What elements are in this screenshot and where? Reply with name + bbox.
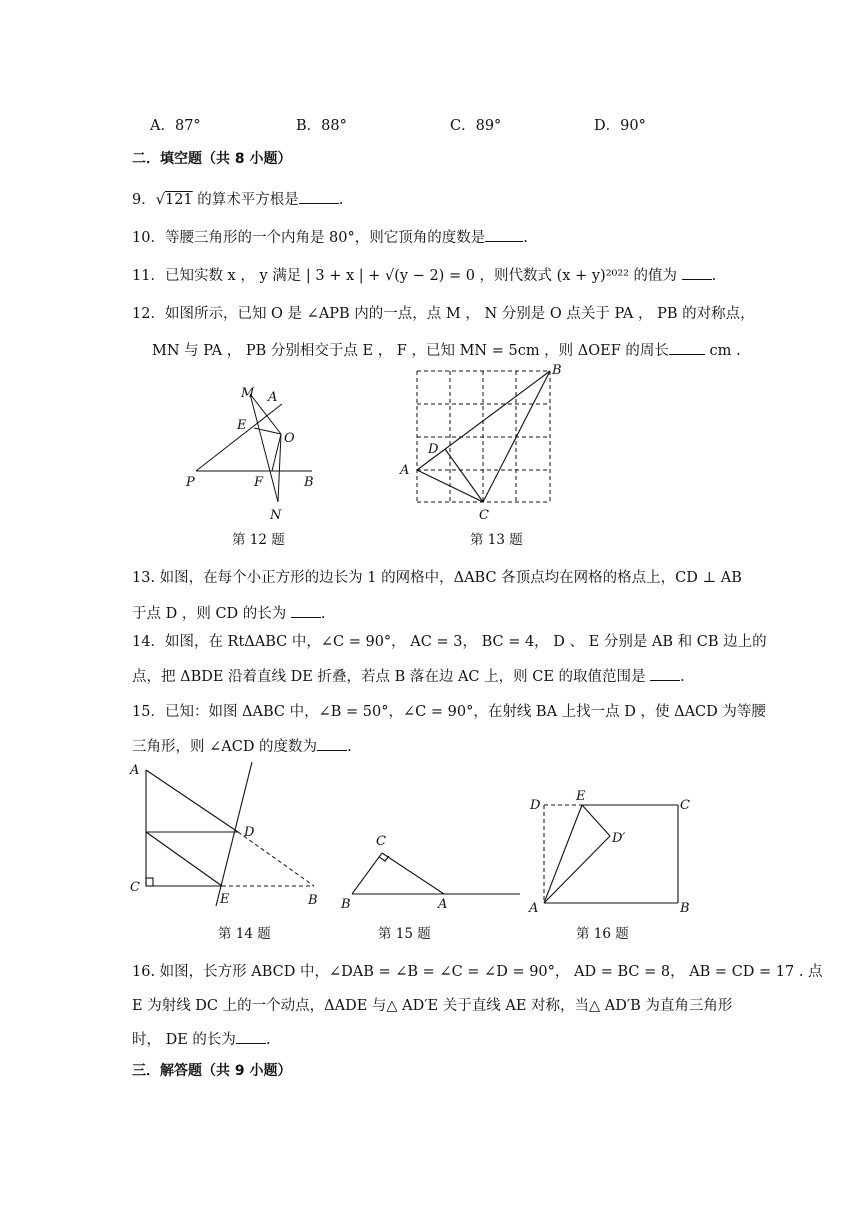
q13-blank — [291, 603, 321, 618]
q10-end: . — [523, 230, 528, 246]
fig12-label-e: E — [237, 418, 247, 433]
figure-15 — [338, 826, 524, 912]
fig16-label-e: E — [576, 789, 586, 804]
fig14-segment-e-to-ac — [146, 832, 222, 886]
fig14-label-e: E — [220, 892, 230, 907]
fig14-label-b: B — [308, 893, 318, 908]
section-2-heading: 二．填空题（共 8 小题） — [132, 151, 292, 167]
fig12-label-m: M — [241, 386, 255, 401]
q14-text: 点，把 ΔBDE 沿着直线 DE 折叠，若点 B 落在边 AC 上，则 CE 的取值范围是 — [132, 669, 651, 685]
fig13-grid — [417, 371, 550, 502]
fig12-label-a: A — [268, 390, 278, 405]
q9-end: . — [338, 192, 344, 208]
q10-blank — [485, 227, 523, 242]
fig14-label-d: D — [244, 825, 255, 840]
question-13-line-2 — [132, 602, 326, 623]
fig12-label-b: B — [304, 475, 314, 490]
q15-text: 三角形，则 ∠ACD 的度数为 — [132, 739, 318, 755]
figure-16 — [526, 786, 706, 914]
figure-16-caption: 第 16 题 — [576, 926, 629, 942]
question-12-line-1: 12．如图所示，已知 O 是 ∠APB 内的一点，点 M ， N 分别是 O 点关于 PA ， PB 的对称点， — [132, 306, 755, 322]
q12-end: cm . — [704, 343, 741, 359]
q15-blank — [317, 736, 347, 751]
fig16-segment-ad-prime — [544, 836, 610, 903]
question-12-line-2 — [152, 339, 741, 360]
q16-blank — [236, 1029, 266, 1044]
fig14-right-angle-c — [146, 878, 153, 886]
fig14-segment-ad — [146, 770, 238, 832]
figure-12-caption: 第 12 题 — [232, 532, 285, 548]
fig12-label-p: P — [186, 475, 195, 490]
q16-end: . — [265, 1032, 271, 1048]
q10-text: 10．等腰三角形的一个内角是 80°，则它顶角的度数是 — [132, 230, 486, 246]
figure-15-caption: 第 15 题 — [378, 926, 431, 942]
option-b: B．88° — [296, 118, 347, 134]
question-15-line-1: 15．已知：如图 ΔABC 中，∠B = 50°，∠C = 90°，在射线 BA 上找一点 D ，使 ΔACD 为等腰 — [132, 704, 766, 720]
question-16-line-1: 16. 如图，长方形 ABCD 中，∠DAB = ∠B = ∠C = ∠D = 90°， AD = BC = 8， AB = CD = 17 . 点 — [132, 964, 823, 980]
question-9 — [132, 188, 343, 209]
fig12-label-o: O — [284, 431, 295, 446]
question-14-line-1: 14．如图，在 RtΔABC 中，∠C = 90°， AC = 3， BC = 4， D 、 E 分别是 AB 和 CB 边上的 — [132, 634, 767, 650]
figure-12 — [180, 382, 330, 522]
fig15-label-c: C — [376, 834, 386, 849]
fig15-segment-bc — [352, 853, 382, 894]
fig14-dashed-db — [238, 832, 314, 886]
fig13-label-b: B — [552, 363, 562, 378]
q13-end: . — [320, 606, 326, 622]
q13-text: 于点 D ，则 CD 的长为 — [132, 606, 291, 622]
question-14-line-2 — [132, 665, 685, 686]
q9-radicand: 121 — [164, 192, 193, 208]
q12-blank — [669, 340, 705, 355]
q9-text: 的算术平方根是 — [192, 192, 299, 208]
fig12-label-f: F — [254, 475, 264, 490]
fig16-label-d-prime: D′ — [612, 831, 626, 846]
q9-number: 9． — [132, 192, 156, 208]
fig12-label-n: N — [270, 508, 282, 522]
q16-text: 时， DE 的长为 — [132, 1032, 236, 1048]
section-3-heading: 三．解答题（共 9 小题） — [132, 1063, 292, 1079]
q9-blank — [299, 189, 339, 204]
question-11 — [132, 264, 716, 285]
figure-13-caption: 第 13 题 — [470, 532, 523, 548]
q11-blank — [682, 265, 712, 280]
fig14-label-c: C — [130, 880, 140, 895]
fig16-segment-ae — [544, 805, 582, 903]
q11-end: . — [711, 268, 717, 284]
fig15-segment-ca — [382, 853, 444, 894]
fig13-label-a: A — [400, 463, 410, 478]
figure-14 — [128, 760, 328, 908]
q14-end: . — [680, 669, 685, 685]
question-13-line-1: 13. 如图，在每个小正方形的边长为 1 的网格中，ΔABC 各顶点均在网格的格点上，CD ⊥ AB — [132, 570, 742, 586]
q14-blank — [650, 666, 680, 681]
figure-13 — [396, 362, 576, 524]
option-c: C．89° — [450, 118, 502, 134]
question-16-line-3 — [132, 1028, 271, 1049]
fig16-label-c: C — [680, 798, 690, 813]
fig13-label-d: D — [428, 442, 439, 457]
fig15-label-b: B — [341, 897, 351, 912]
question-16-line-2: E 为射线 DC 上的一个动点，ΔADE 与△ AD′E 关于直线 AE 对称，当△ AD′B 为直角三角形 — [132, 998, 733, 1014]
fig16-label-d: D — [530, 798, 541, 813]
q11-text: 11．已知实数 x ， y 满足 | 3 + x | + √(y − 2) = 0 ，则代数式 (x + y)²⁰²² 的值为 — [132, 268, 682, 284]
fig12-ray-pa — [196, 404, 282, 471]
q15-end: . — [347, 739, 352, 755]
fig16-label-a: A — [529, 901, 539, 914]
fig14-label-a: A — [130, 763, 140, 778]
option-d: D．90° — [594, 118, 646, 134]
fig16-segment-ed-prime — [582, 805, 610, 836]
figure-14-caption: 第 14 题 — [218, 926, 271, 942]
fig13-label-c: C — [479, 508, 489, 523]
fig15-label-a: A — [438, 897, 448, 912]
fig16-label-b: B — [680, 901, 690, 914]
question-15-line-2 — [132, 735, 352, 756]
fig13-segment-cd — [445, 449, 483, 502]
option-a: A．87° — [150, 118, 201, 134]
q12-text: MN 与 PA ， PB 分别相交于点 E ， F ，已知 MN = 5cm ，则 ΔOEF 的周长 — [152, 343, 669, 359]
question-10 — [132, 226, 528, 247]
q9-radical: √121 — [155, 192, 193, 208]
